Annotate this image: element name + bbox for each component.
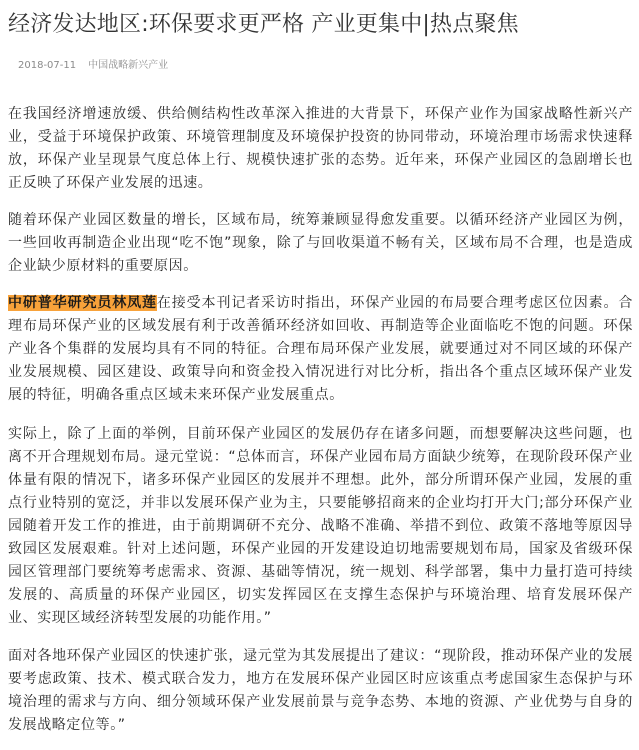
article-title: 经济发达地区:环保要求更严格 产业更集中|热点聚焦 (8, 12, 519, 37)
article-paragraph: 实际上，除了上面的举例，目前环保产业园区的发展仍存在诸多问题，而想要解决这些问题，也离不开合理规划布局。逯元堂说：“总体而言，环保产业园布局方面缺少统筹，在现阶段环保产业体量有限的情况下，诸多环保产业园区的发展并不理想。此外，部分所谓环保产业园，发展的重点行业特别的宽泛，并非以发展环保产业为主，只要能够招商来的企业均打开大门;部分环保产业园随着开发工作的推进，由于前期调研不充分、战略不准确、举措不到位、政策不落地等原因导致园区发展艰难。针对上述问题，环保产业园的开发建设迫切地需要规划布局，国家及省级环保园区管理部门要统筹考虑需求、资源、基础等情况，统一规划、科学部署，集中力量打造可持续发展的、高质量的环保产业园区，切实发挥园区在支撑生态保护与环境治理、培育发展环保产业、实现区域经济转型发展的功能作用。” (8, 426, 633, 626)
article-paragraph: 在我国经济增速放缓、供给侧结构性改革深入推进的大背景下，环保产业作为国家战略性新兴产业，受益于环境保护政策、环境管理制度及环境保护投资的协同带动，环境治理市场需求快速释放，环保产业呈现景气度总体上行、规模快速扩张的态势。近年来，环保产业园区的急剧增长也正反映了环保产业发展的迅速。 (8, 106, 633, 191)
article-paragraph: 面对各地环保产业园区的快速扩张，逯元堂为其发展提出了建议：“现阶段，推动环保产业的发展要考虑政策、技术、模式联合发力，地方在发展环保产业园区时应该重点考虑国家生态保护与环境治理的需求与方向、细分领域环保产业发展前景与竞争态势、本地的资源、产业优势与自身的发展战略定位等。” (8, 648, 633, 733)
article-paragraph (8, 292, 633, 407)
article-meta (18, 58, 168, 74)
highlighted-researcher-name: 中研普华研究员林凤莲 (8, 295, 157, 311)
publish-date: 2018-07-11 (18, 60, 77, 71)
paragraph-text: 在接受本刊记者采访时指出，环保产业园的布局要合理考虑区位因素。合理布局环保产业的区域发展有利于改善循环经济如回收、再制造等企业面临吃不饱的问题。环保产业各个集群的发展均具有不同的特征。合理布局环保产业发展，就要通过对不同区域的环保产业发展规模、园区建设、政策导向和资金投入情况进行对比分析，指出各个重点区域环保产业发展的特征，明确各重点区域未来环保产业发展重点。 (8, 295, 634, 403)
source-name[interactable]: 中国战略新兴产业 (88, 60, 169, 71)
article-paragraph: 随着环保产业园区数量的增长，区域布局，统筹兼顾显得愈发重要。以循环经济产业园区为例，一些回收再制造企业出现“吃不饱”现象，除了与回收渠道不畅有关，区域布局不合理，也是造成企业缺少原材料的重要原因。 (8, 212, 633, 274)
